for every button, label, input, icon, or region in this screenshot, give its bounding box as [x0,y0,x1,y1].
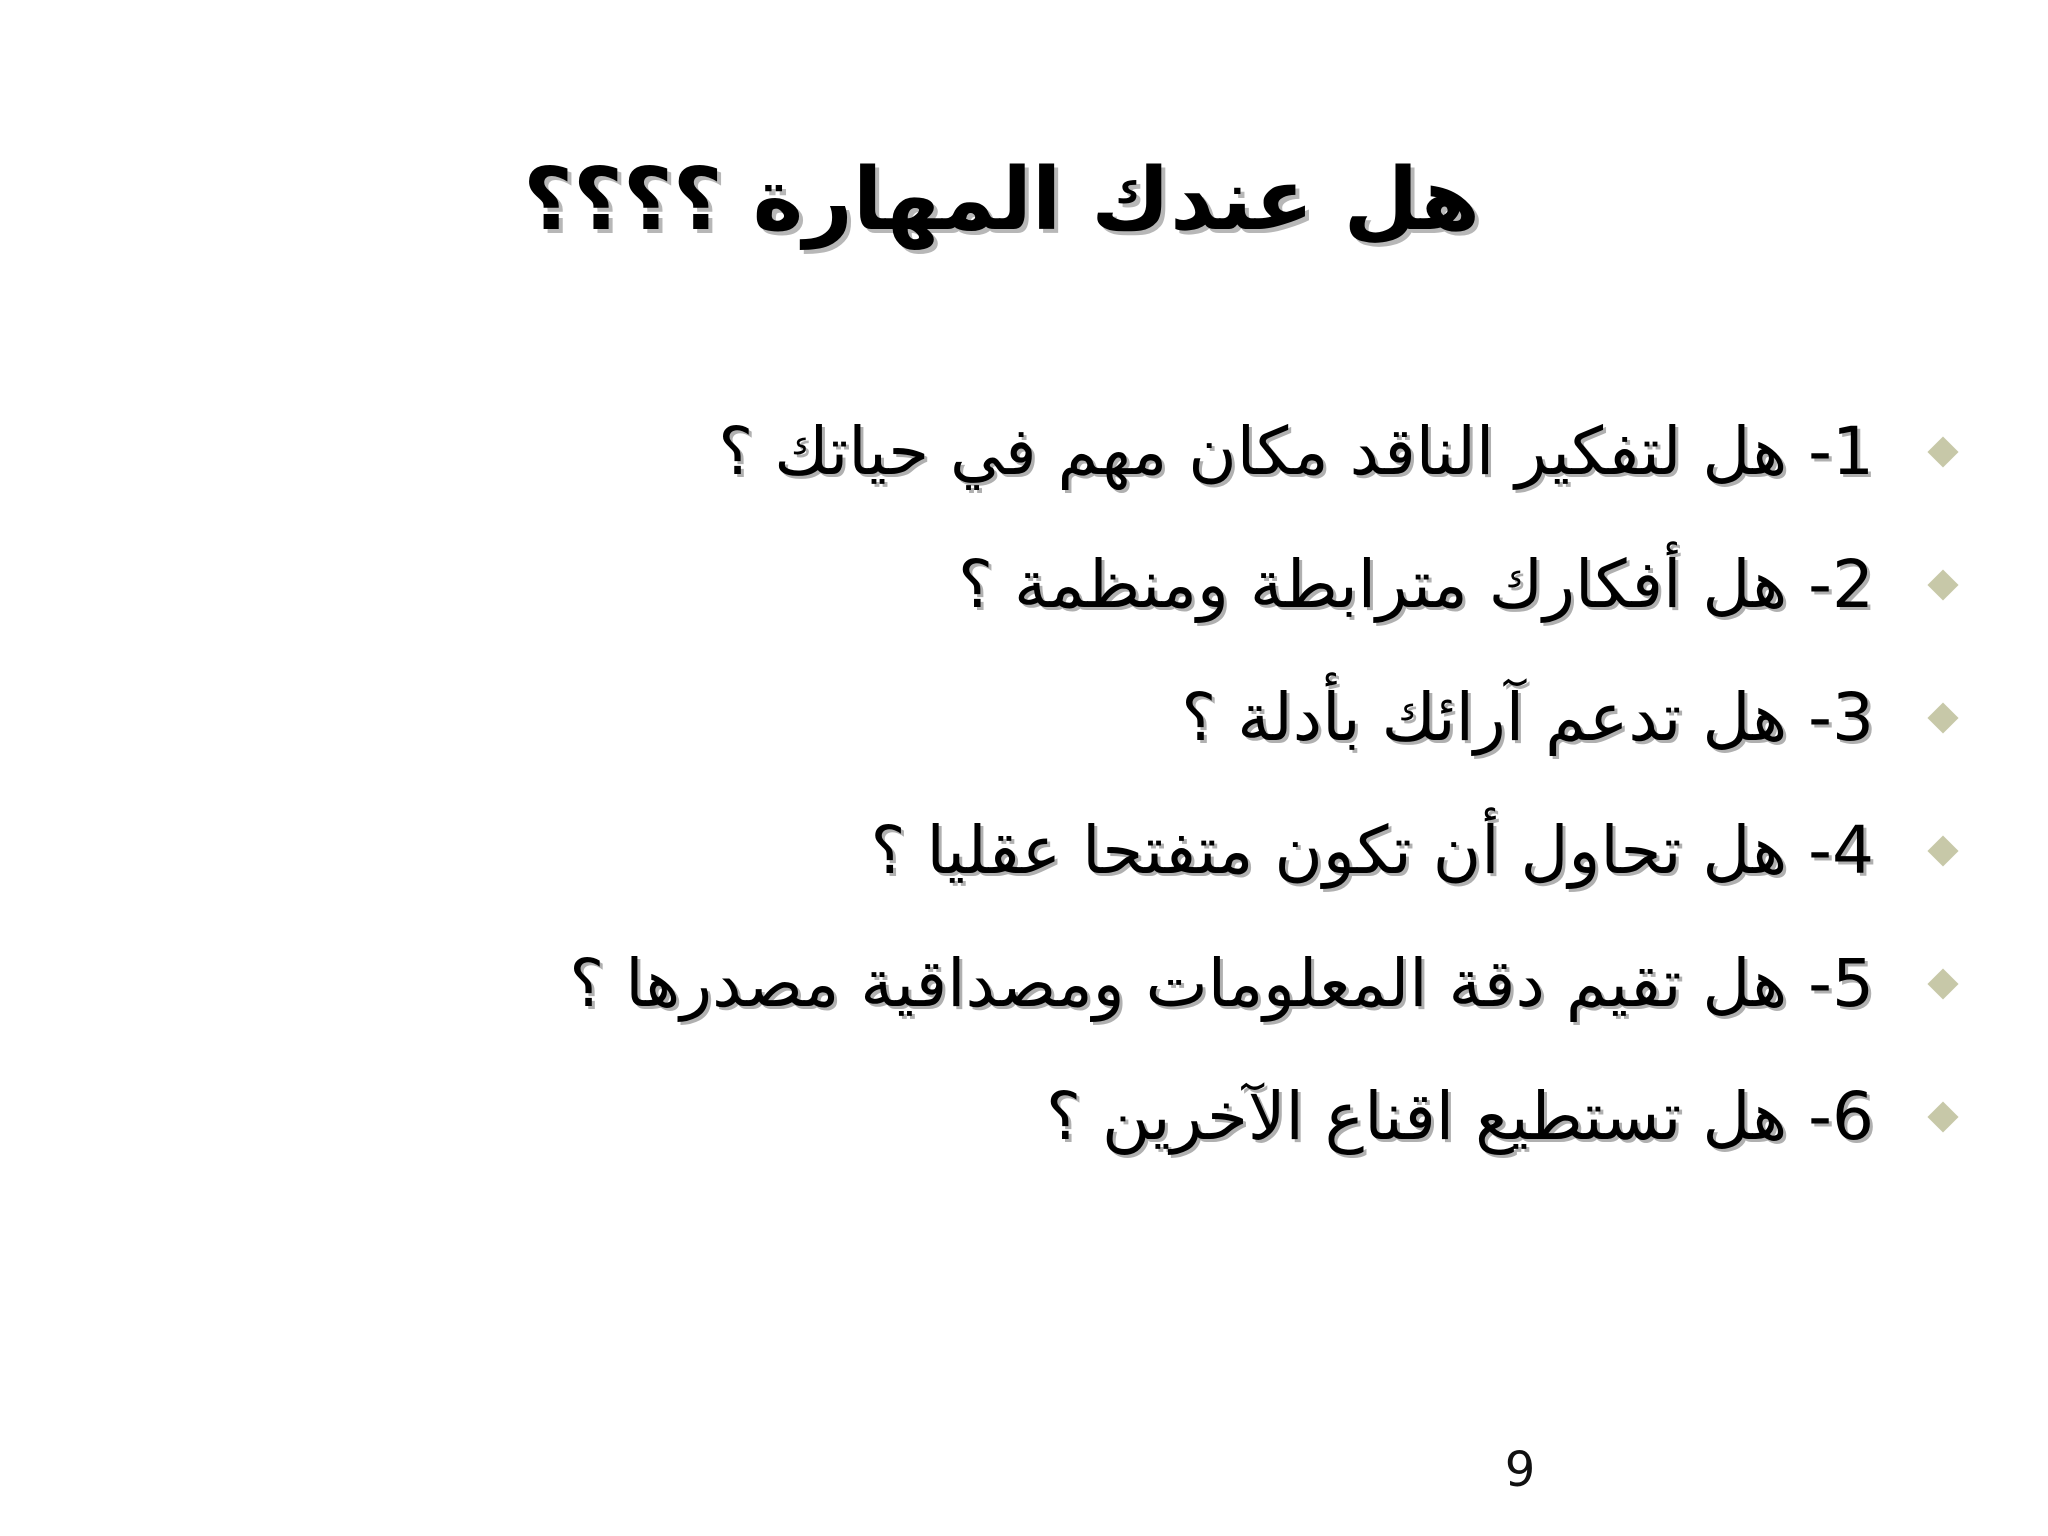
bullet-list [440,385,2020,1183]
bullet-text: 4- هل تحاول أن تكون متفتحا عقليا ؟ [870,812,1874,889]
list-item [440,784,2020,917]
list-item [440,917,2020,1050]
list-item [440,651,2020,784]
slide-title: هل عندك المهارة ؟؟؟؟ [523,150,1480,250]
bullet-text: 2- هل أفكارك مترابطة ومنظمة ؟ [958,546,1874,623]
bullet-text: 6- هل تستطيع اقناع الآخرين ؟ [1046,1078,1874,1155]
bullet-text: 1- هل لتفكير الناقد مكان مهم في حياتك ؟ [718,413,1874,490]
list-item [440,518,2020,651]
bullet-text: 5- هل تقيم دقة المعلومات ومصداقية مصدرها ؟ [569,945,1874,1022]
list-item [440,1050,2020,1183]
page-number: 9 [1504,1442,1536,1498]
bullet-text: 3- هل تدعم آرائك بأدلة ؟ [1181,679,1874,756]
list-item [440,385,2020,518]
